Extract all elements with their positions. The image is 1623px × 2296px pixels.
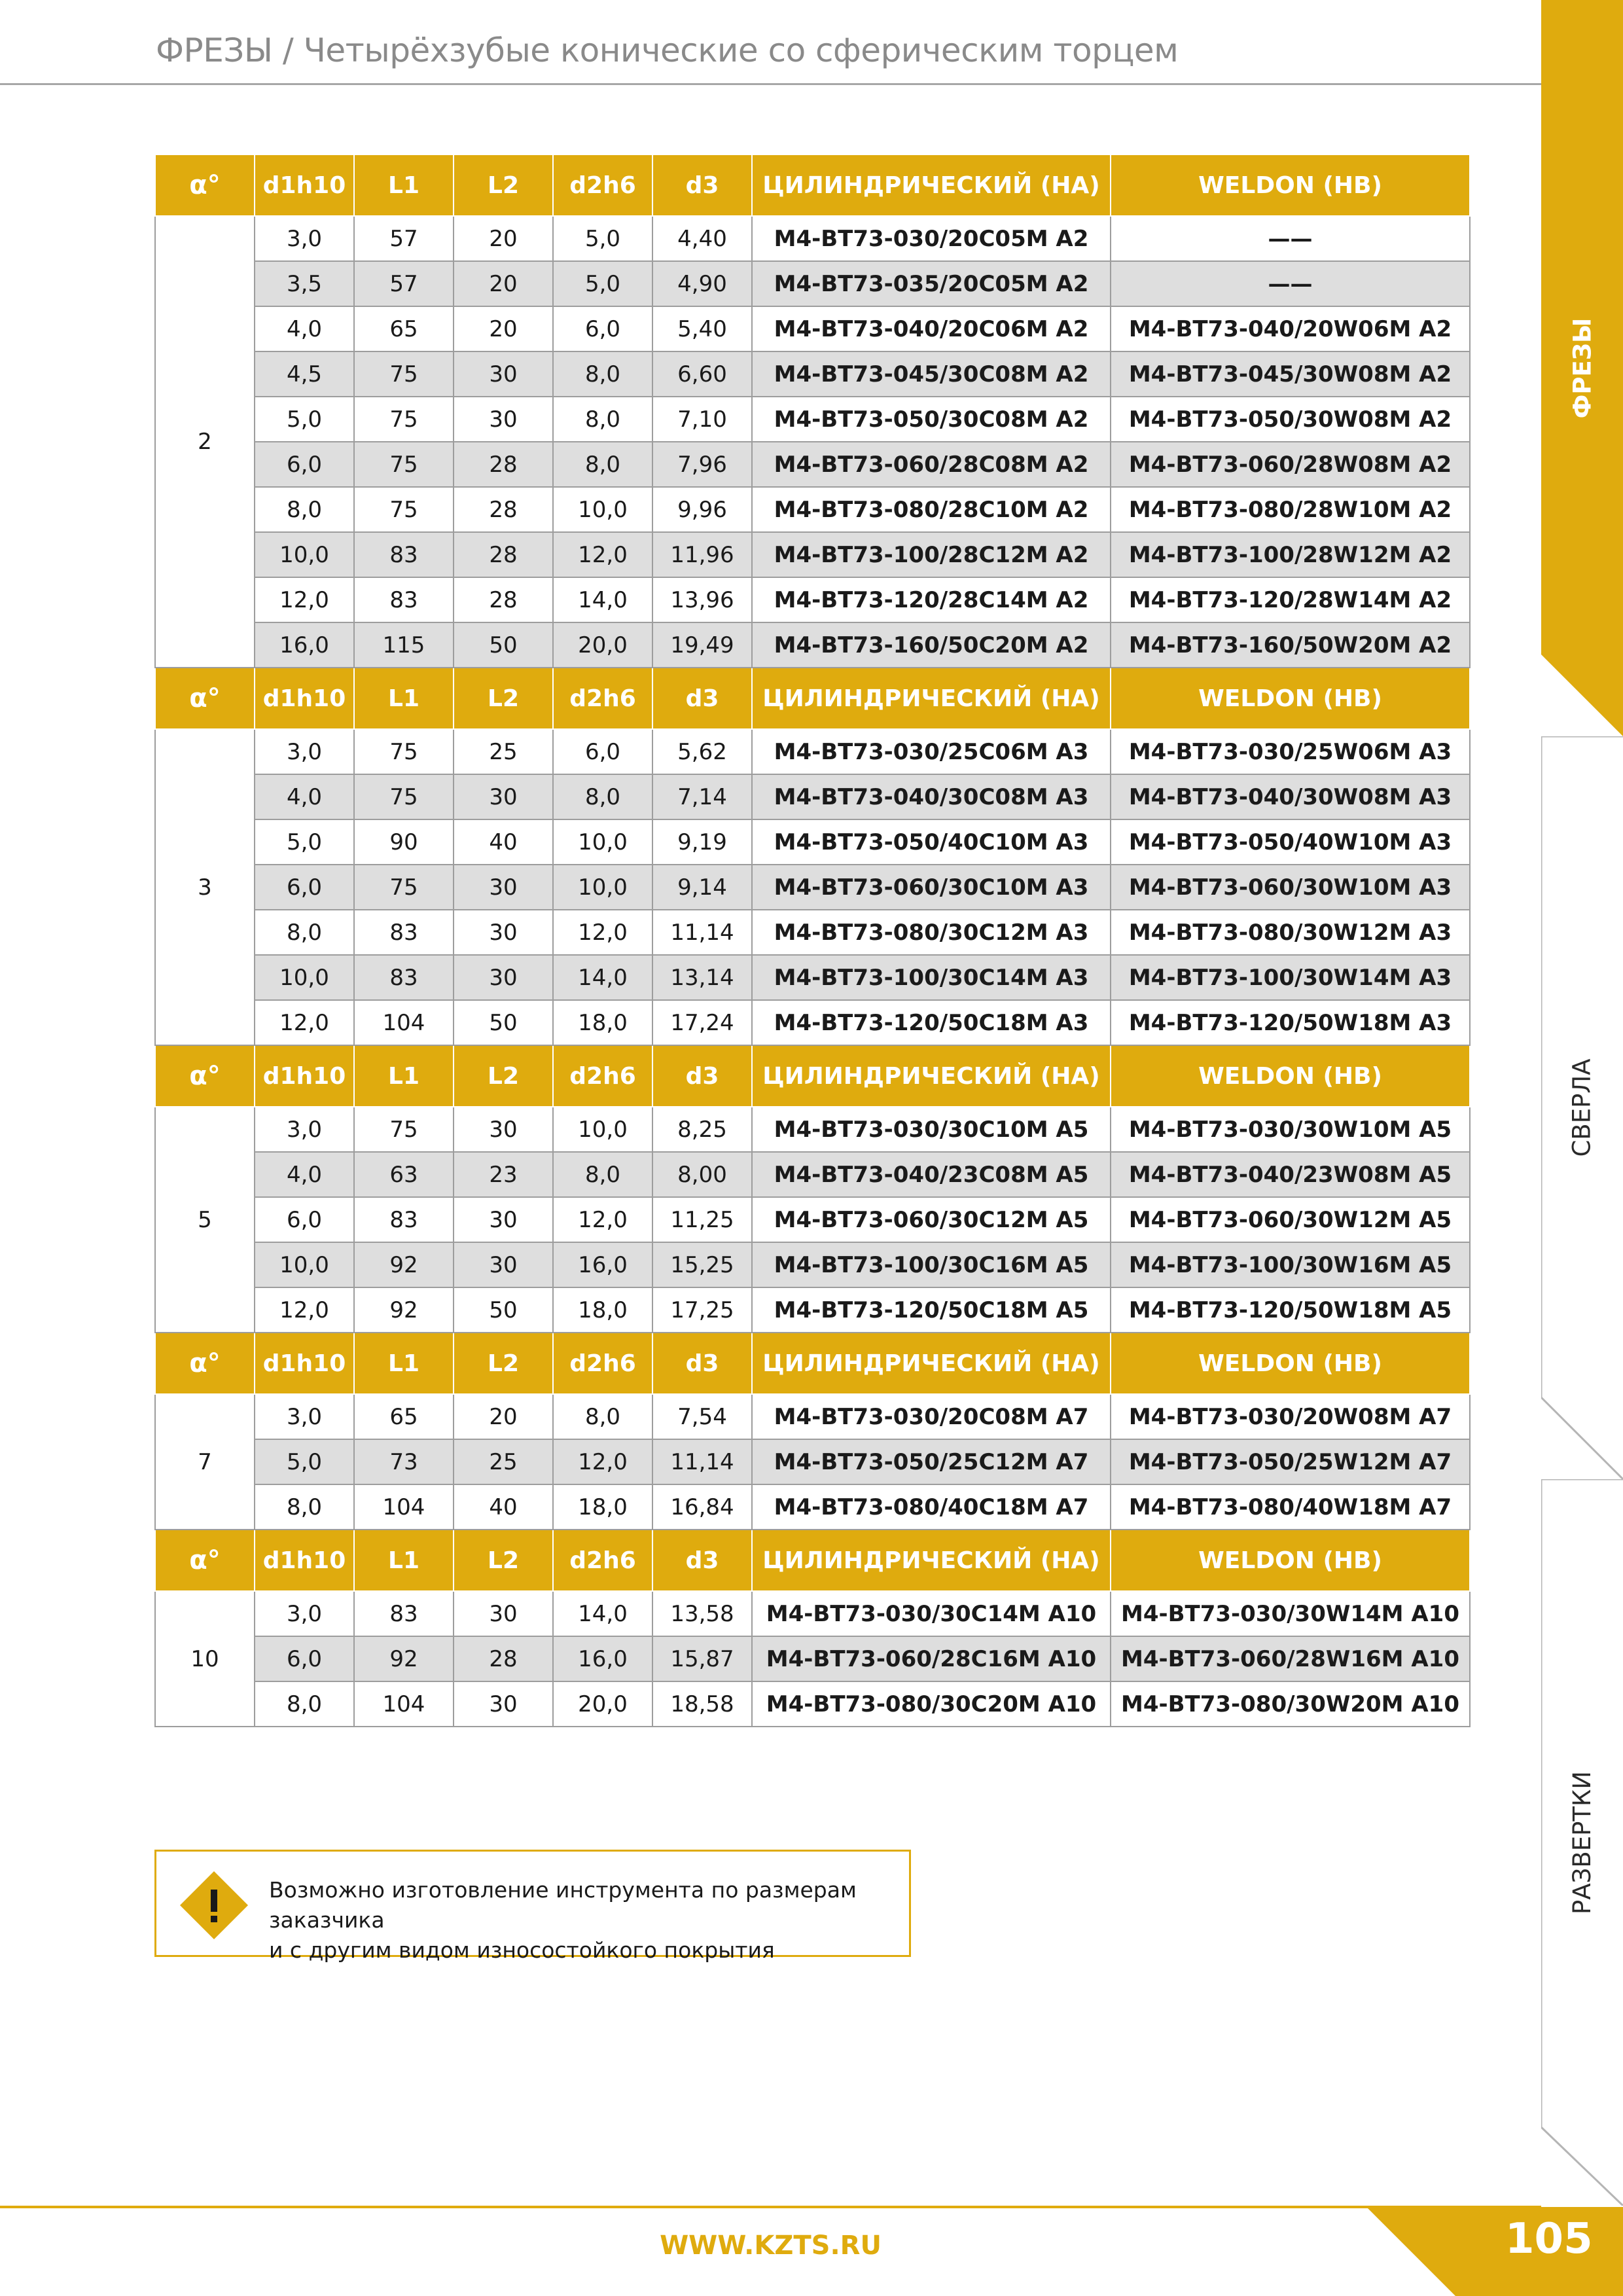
- table-row: [155, 1636, 1470, 1681]
- dimension-cell: 104: [354, 1484, 454, 1530]
- product-code-cell: M4-BT73-030/25C06M A3: [752, 729, 1111, 774]
- dimension-cell: 30: [454, 1681, 553, 1727]
- dimension-cell: 10,0: [553, 1107, 652, 1152]
- dimension-cell: 9,14: [652, 865, 752, 910]
- column-header: d1h10: [255, 154, 354, 216]
- product-code-cell: M4-BT73-100/30C14M A3: [752, 955, 1111, 1000]
- column-header: WELDON (HB): [1111, 668, 1470, 729]
- column-header: α°: [155, 668, 255, 729]
- dimension-cell: 4,5: [255, 351, 354, 397]
- dimension-cell: 4,0: [255, 1152, 354, 1197]
- dimension-cell: 104: [354, 1681, 454, 1727]
- column-header: d3: [652, 154, 752, 216]
- product-code-cell: M4-BT73-060/30C10M A3: [752, 865, 1111, 910]
- dimension-cell: 15,87: [652, 1636, 752, 1681]
- alpha-group-cell: 5: [155, 1107, 255, 1333]
- footer-divider: [0, 2206, 1541, 2208]
- dimension-cell: 75: [354, 729, 454, 774]
- notice-line-1: Возможно изготовление инструмента по размерам заказчика: [269, 1877, 857, 1933]
- dimension-cell: 30: [454, 1242, 553, 1287]
- sidebar-tab-milling-label: ФРЕЗЫ: [1568, 317, 1596, 419]
- dimension-cell: 5,0: [553, 216, 652, 261]
- dimension-cell: 11,14: [652, 1439, 752, 1484]
- product-code-cell: M4-BT73-030/20C08M A7: [752, 1394, 1111, 1439]
- column-header: L2: [454, 1530, 553, 1591]
- table-row: [155, 955, 1470, 1000]
- product-code-cell: M4-BT73-100/30W14M A3: [1111, 955, 1470, 1000]
- dimension-cell: 13,14: [652, 955, 752, 1000]
- dimension-cell: 28: [454, 577, 553, 622]
- dimension-cell: 7,96: [652, 442, 752, 487]
- dimension-cell: 83: [354, 910, 454, 955]
- table-row: [155, 622, 1470, 668]
- table-row: [155, 1287, 1470, 1333]
- product-code-cell: M4-BT73-045/30W08M A2: [1111, 351, 1470, 397]
- dimension-cell: 3,5: [255, 261, 354, 306]
- dimension-cell: 4,40: [652, 216, 752, 261]
- dimension-cell: 14,0: [553, 955, 652, 1000]
- sidebar-tab-drills-label: СВЕРЛА: [1568, 1058, 1597, 1157]
- notice-line-2: и с другим видом износостойкого покрытия: [269, 1937, 775, 1963]
- column-header: L2: [454, 668, 553, 729]
- product-code-cell: M4-BT73-050/30C08M A2: [752, 397, 1111, 442]
- dimension-cell: 8,00: [652, 1152, 752, 1197]
- dimension-cell: 63: [354, 1152, 454, 1197]
- dimension-cell: 6,60: [652, 351, 752, 397]
- column-header: d3: [652, 1333, 752, 1394]
- table-row: [155, 261, 1470, 306]
- dimension-cell: 6,0: [255, 1197, 354, 1242]
- alpha-group-cell: 7: [155, 1394, 255, 1530]
- dimension-cell: 7,14: [652, 774, 752, 819]
- column-header: d1h10: [255, 1530, 354, 1591]
- column-header: α°: [155, 1045, 255, 1107]
- column-header: L1: [354, 154, 454, 216]
- dimension-cell: 18,58: [652, 1681, 752, 1727]
- dimension-cell: 104: [354, 1000, 454, 1045]
- table-header-row: [155, 1333, 1470, 1394]
- product-code-cell: M4-BT73-040/23W08M A5: [1111, 1152, 1470, 1197]
- table-row: [155, 306, 1470, 351]
- dimension-cell: 50: [454, 1000, 553, 1045]
- dimension-cell: 83: [354, 577, 454, 622]
- column-header: d2h6: [553, 668, 652, 729]
- dimension-cell: 5,0: [255, 819, 354, 865]
- column-header: L1: [354, 668, 454, 729]
- product-code-cell: M4-BT73-120/50C18M A5: [752, 1287, 1111, 1333]
- dimension-cell: 28: [454, 442, 553, 487]
- product-code-cell: M4-BT73-050/40W10M A3: [1111, 819, 1470, 865]
- product-code-cell: M4-BT73-050/25C12M A7: [752, 1439, 1111, 1484]
- product-code-cell: M4-BT73-160/50W20M A2: [1111, 622, 1470, 668]
- dimension-cell: 8,0: [553, 397, 652, 442]
- dimension-cell: 75: [354, 1107, 454, 1152]
- dimension-cell: 3,0: [255, 729, 354, 774]
- dimension-cell: 5,40: [652, 306, 752, 351]
- dimension-cell: 4,0: [255, 306, 354, 351]
- product-code-cell: M4-BT73-060/28C16M A10: [752, 1636, 1111, 1681]
- column-header: ЦИЛИНДРИЧЕСКИЙ (HA): [752, 1045, 1111, 1107]
- table-row: [155, 397, 1470, 442]
- product-code-cell: M4-BT73-060/28C08M A2: [752, 442, 1111, 487]
- dimension-cell: 18,0: [553, 1484, 652, 1530]
- footer-website-link[interactable]: WWW.KZTS.RU: [660, 2231, 882, 2261]
- dimension-cell: 3,0: [255, 1107, 354, 1152]
- table-row: [155, 729, 1470, 774]
- product-code-cell: M4-BT73-045/30C08M A2: [752, 351, 1111, 397]
- product-code-cell: M4-BT73-080/30C12M A3: [752, 910, 1111, 955]
- dimension-cell: 13,96: [652, 577, 752, 622]
- product-code-cell: M4-BT73-040/30W08M A3: [1111, 774, 1470, 819]
- dimension-cell: 15,25: [652, 1242, 752, 1287]
- dimension-cell: 75: [354, 865, 454, 910]
- dimension-cell: 4,0: [255, 774, 354, 819]
- table-row: [155, 351, 1470, 397]
- dimension-cell: 8,0: [553, 351, 652, 397]
- product-code-cell: M4-BT73-030/30C10M A5: [752, 1107, 1111, 1152]
- dimension-cell: 75: [354, 774, 454, 819]
- table-row: [155, 1591, 1470, 1636]
- dimension-cell: 40: [454, 1484, 553, 1530]
- dimension-cell: 75: [354, 351, 454, 397]
- dimension-cell: 6,0: [255, 1636, 354, 1681]
- product-code-cell: M4-BT73-060/30W10M A3: [1111, 865, 1470, 910]
- dimension-cell: 16,0: [553, 1242, 652, 1287]
- dimension-cell: 9,96: [652, 487, 752, 532]
- dimension-cell: 90: [354, 819, 454, 865]
- dimension-cell: 30: [454, 1197, 553, 1242]
- product-code-cell: M4-BT73-040/23C08M A5: [752, 1152, 1111, 1197]
- column-header: α°: [155, 154, 255, 216]
- dimension-cell: 3,0: [255, 216, 354, 261]
- dimension-cell: 4,90: [652, 261, 752, 306]
- dimension-cell: 65: [354, 1394, 454, 1439]
- dimension-cell: 5,0: [255, 1439, 354, 1484]
- warning-icon: [180, 1871, 248, 1939]
- dimension-cell: 10,0: [553, 487, 652, 532]
- product-code-cell: M4-BT73-100/30W16M A5: [1111, 1242, 1470, 1287]
- column-header: d2h6: [553, 1333, 652, 1394]
- dimension-cell: 20,0: [553, 622, 652, 668]
- dimension-cell: 30: [454, 1107, 553, 1152]
- dimension-cell: 8,0: [553, 442, 652, 487]
- dimension-cell: 20: [454, 1394, 553, 1439]
- dimension-cell: 8,0: [255, 910, 354, 955]
- dimension-cell: 57: [354, 261, 454, 306]
- product-code-cell: M4-BT73-060/28W08M A2: [1111, 442, 1470, 487]
- dimension-cell: 8,0: [255, 1484, 354, 1530]
- table-row: [155, 487, 1470, 532]
- dimension-cell: 92: [354, 1636, 454, 1681]
- notice-text: [269, 1875, 909, 1965]
- dimension-cell: 50: [454, 622, 553, 668]
- column-header: L2: [454, 154, 553, 216]
- dimension-cell: 10,0: [255, 532, 354, 577]
- dimension-cell: 12,0: [255, 1287, 354, 1333]
- column-header: ЦИЛИНДРИЧЕСКИЙ (HA): [752, 154, 1111, 216]
- dimension-cell: 19,49: [652, 622, 752, 668]
- dimension-cell: 13,58: [652, 1591, 752, 1636]
- dimension-cell: 30: [454, 774, 553, 819]
- table-row: [155, 442, 1470, 487]
- product-code-cell: M4-BT73-080/40C18M A7: [752, 1484, 1111, 1530]
- table-row: [155, 1242, 1470, 1287]
- column-header: d1h10: [255, 1333, 354, 1394]
- dimension-cell: 25: [454, 729, 553, 774]
- page-title: ФРЕЗЫ / Четырёхзубые конические со сферическим торцем: [156, 31, 1179, 69]
- product-code-cell: M4-BT73-060/30W12M A5: [1111, 1197, 1470, 1242]
- dimension-cell: 11,14: [652, 910, 752, 955]
- dimension-cell: 92: [354, 1287, 454, 1333]
- sidebar-tab-milling[interactable]: [1541, 0, 1623, 736]
- dimension-cell: 20: [454, 306, 553, 351]
- dimension-cell: 5,0: [553, 261, 652, 306]
- column-header: ЦИЛИНДРИЧЕСКИЙ (HA): [752, 1530, 1111, 1591]
- dimension-cell: 83: [354, 1591, 454, 1636]
- product-code-cell: M4-BT73-080/30C20M A10: [752, 1681, 1111, 1727]
- dimension-cell: 8,0: [553, 1394, 652, 1439]
- product-code-cell: M4-BT73-080/30W12M A3: [1111, 910, 1470, 955]
- dimension-cell: 5,0: [255, 397, 354, 442]
- dimension-cell: 75: [354, 397, 454, 442]
- product-code-cell: M4-BT73-060/28W16M A10: [1111, 1636, 1470, 1681]
- product-code-cell: M4-BT73-050/25W12M A7: [1111, 1439, 1470, 1484]
- dimension-cell: 7,10: [652, 397, 752, 442]
- column-header: L2: [454, 1333, 553, 1394]
- product-code-cell: M4-BT73-060/30C12M A5: [752, 1197, 1111, 1242]
- dimension-cell: 11,25: [652, 1197, 752, 1242]
- table-row: [155, 1681, 1470, 1727]
- product-code-cell: M4-BT73-100/30C16M A5: [752, 1242, 1111, 1287]
- table-row: [155, 910, 1470, 955]
- alpha-group-cell: 3: [155, 729, 255, 1045]
- column-header: L2: [454, 1045, 553, 1107]
- dimension-cell: 28: [454, 1636, 553, 1681]
- dimension-cell: 10,0: [255, 1242, 354, 1287]
- product-code-cell: M4-BT73-120/50W18M A5: [1111, 1287, 1470, 1333]
- column-header: d3: [652, 668, 752, 729]
- product-code-cell: M4-BT73-080/40W18M A7: [1111, 1484, 1470, 1530]
- dimension-cell: 16,0: [553, 1636, 652, 1681]
- dimension-cell: 11,96: [652, 532, 752, 577]
- sidebar-tab-reamers[interactable]: [1541, 1479, 1623, 2206]
- column-header: WELDON (HB): [1111, 1530, 1470, 1591]
- dimension-cell: 18,0: [553, 1000, 652, 1045]
- dimension-cell: 20: [454, 216, 553, 261]
- dimension-cell: 17,25: [652, 1287, 752, 1333]
- alpha-group-cell: 10: [155, 1591, 255, 1727]
- dimension-cell: 30: [454, 1591, 553, 1636]
- dimension-cell: 50: [454, 1287, 553, 1333]
- product-code-cell: M4-BT73-120/50W18M A3: [1111, 1000, 1470, 1045]
- dimension-cell: 14,0: [553, 577, 652, 622]
- dimension-cell: 20,0: [553, 1681, 652, 1727]
- column-header: d3: [652, 1530, 752, 1591]
- column-header: ЦИЛИНДРИЧЕСКИЙ (HA): [752, 1333, 1111, 1394]
- dimension-cell: 30: [454, 865, 553, 910]
- dimension-cell: 40: [454, 819, 553, 865]
- dimension-cell: 8,0: [553, 1152, 652, 1197]
- dimension-cell: 92: [354, 1242, 454, 1287]
- table-row: [155, 774, 1470, 819]
- product-code-cell: ——: [1111, 216, 1470, 261]
- product-code-cell: M4-BT73-120/50C18M A3: [752, 1000, 1111, 1045]
- dimension-cell: 75: [354, 487, 454, 532]
- table-row: [155, 1394, 1470, 1439]
- dimension-cell: 8,0: [255, 1681, 354, 1727]
- dimension-cell: 16,0: [255, 622, 354, 668]
- dimension-cell: 12,0: [553, 910, 652, 955]
- table-header-row: [155, 668, 1470, 729]
- product-code-cell: M4-BT73-080/30W20M A10: [1111, 1681, 1470, 1727]
- column-header: d3: [652, 1045, 752, 1107]
- dimension-cell: 16,84: [652, 1484, 752, 1530]
- table-row: [155, 865, 1470, 910]
- table-row: [155, 577, 1470, 622]
- product-code-cell: M4-BT73-120/28C14M A2: [752, 577, 1111, 622]
- sidebar-tab-drills[interactable]: [1541, 736, 1623, 1479]
- dimension-cell: 12,0: [553, 1197, 652, 1242]
- dimension-cell: 12,0: [553, 532, 652, 577]
- table-row: [155, 216, 1470, 261]
- table-row: [155, 819, 1470, 865]
- column-header: WELDON (HB): [1111, 1045, 1470, 1107]
- dimension-cell: 25: [454, 1439, 553, 1484]
- product-code-cell: M4-BT73-030/30C14M A10: [752, 1591, 1111, 1636]
- dimension-cell: 7,54: [652, 1394, 752, 1439]
- product-code-cell: ——: [1111, 261, 1470, 306]
- dimension-cell: 12,0: [553, 1439, 652, 1484]
- alpha-group-cell: 2: [155, 216, 255, 668]
- dimension-cell: 10,0: [255, 955, 354, 1000]
- column-header: WELDON (HB): [1111, 1333, 1470, 1394]
- dimension-cell: 12,0: [255, 577, 354, 622]
- column-header: L1: [354, 1333, 454, 1394]
- dimension-cell: 83: [354, 955, 454, 1000]
- product-code-cell: M4-BT73-160/50C20M A2: [752, 622, 1111, 668]
- product-code-cell: M4-BT73-050/40C10M A3: [752, 819, 1111, 865]
- dimension-cell: 115: [354, 622, 454, 668]
- header-divider: [0, 83, 1541, 85]
- dimension-cell: 8,25: [652, 1107, 752, 1152]
- dimension-cell: 30: [454, 397, 553, 442]
- dimension-cell: 83: [354, 532, 454, 577]
- column-header: L1: [354, 1045, 454, 1107]
- dimension-cell: 8,0: [553, 774, 652, 819]
- dimension-cell: 10,0: [553, 819, 652, 865]
- dimension-cell: 75: [354, 442, 454, 487]
- dimension-cell: 65: [354, 306, 454, 351]
- dimension-cell: 83: [354, 1197, 454, 1242]
- table-header-row: [155, 1045, 1470, 1107]
- dimension-cell: 6,0: [553, 306, 652, 351]
- dimension-cell: 30: [454, 955, 553, 1000]
- product-code-cell: M4-BT73-040/30C08M A3: [752, 774, 1111, 819]
- dimension-cell: 6,0: [255, 865, 354, 910]
- product-code-cell: M4-BT73-030/25W06M A3: [1111, 729, 1470, 774]
- product-code-cell: M4-BT73-030/20C05M A2: [752, 216, 1111, 261]
- dimension-cell: 6,0: [553, 729, 652, 774]
- table-row: [155, 1197, 1470, 1242]
- product-code-cell: M4-BT73-100/28W12M A2: [1111, 532, 1470, 577]
- dimension-cell: 3,0: [255, 1394, 354, 1439]
- column-header: d1h10: [255, 1045, 354, 1107]
- dimension-cell: 9,19: [652, 819, 752, 865]
- product-code-cell: M4-BT73-100/28C12M A2: [752, 532, 1111, 577]
- dimension-cell: 3,0: [255, 1591, 354, 1636]
- dimension-cell: 57: [354, 216, 454, 261]
- product-code-cell: M4-BT73-050/30W08M A2: [1111, 397, 1470, 442]
- column-header: d2h6: [553, 1530, 652, 1591]
- table-row: [155, 1107, 1470, 1152]
- table-row: [155, 532, 1470, 577]
- page-number: 105: [1505, 2215, 1593, 2263]
- dimension-cell: 14,0: [553, 1591, 652, 1636]
- table-row: [155, 1152, 1470, 1197]
- dimension-cell: 20: [454, 261, 553, 306]
- dimension-cell: 23: [454, 1152, 553, 1197]
- column-header: ЦИЛИНДРИЧЕСКИЙ (HA): [752, 668, 1111, 729]
- product-code-cell: M4-BT73-120/28W14M A2: [1111, 577, 1470, 622]
- custom-order-notice: [154, 1850, 911, 1963]
- dimension-cell: 10,0: [553, 865, 652, 910]
- table-header-row: [155, 154, 1470, 216]
- product-code-cell: M4-BT73-040/20C06M A2: [752, 306, 1111, 351]
- dimension-cell: 12,0: [255, 1000, 354, 1045]
- column-header: WELDON (HB): [1111, 154, 1470, 216]
- dimension-cell: 5,62: [652, 729, 752, 774]
- dimension-cell: 30: [454, 910, 553, 955]
- dimension-cell: 17,24: [652, 1000, 752, 1045]
- section-sidebar: [1541, 0, 1623, 2296]
- spec-table: [154, 154, 1471, 1727]
- table-row: [155, 1000, 1470, 1045]
- dimension-cell: 6,0: [255, 442, 354, 487]
- product-code-cell: M4-BT73-030/30W14M A10: [1111, 1591, 1470, 1636]
- column-header: L1: [354, 1530, 454, 1591]
- dimension-cell: 30: [454, 351, 553, 397]
- product-code-cell: M4-BT73-030/20W08M A7: [1111, 1394, 1470, 1439]
- column-header: d2h6: [553, 1045, 652, 1107]
- column-header: d2h6: [553, 154, 652, 216]
- dimension-cell: 8,0: [255, 487, 354, 532]
- sidebar-tab-reamers-label: РАЗВЕРТКИ: [1568, 1770, 1596, 1914]
- dimension-cell: 18,0: [553, 1287, 652, 1333]
- column-header: α°: [155, 1530, 255, 1591]
- table-header-row: [155, 1530, 1470, 1591]
- table-row: [155, 1439, 1470, 1484]
- product-code-cell: M4-BT73-080/28W10M A2: [1111, 487, 1470, 532]
- product-code-cell: M4-BT73-080/28C10M A2: [752, 487, 1111, 532]
- dimension-cell: 28: [454, 487, 553, 532]
- column-header: d1h10: [255, 668, 354, 729]
- product-code-cell: M4-BT73-035/20C05M A2: [752, 261, 1111, 306]
- table-row: [155, 1484, 1470, 1530]
- product-code-cell: M4-BT73-040/20W06M A2: [1111, 306, 1470, 351]
- product-code-cell: M4-BT73-030/30W10M A5: [1111, 1107, 1470, 1152]
- dimension-cell: 28: [454, 532, 553, 577]
- dimension-cell: 73: [354, 1439, 454, 1484]
- column-header: α°: [155, 1333, 255, 1394]
